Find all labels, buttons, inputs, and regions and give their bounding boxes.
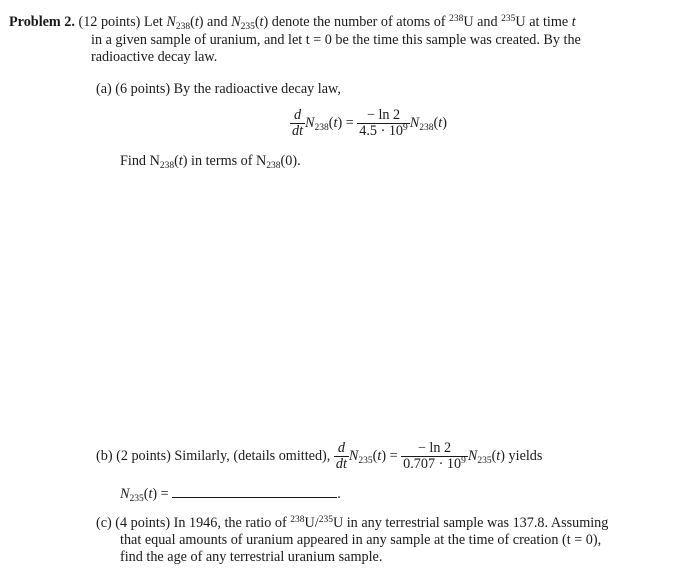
answer-blank[interactable]	[172, 485, 337, 498]
part-a-equation: $\frac{d}{dt}$ $N_{238}(t)$ = $\frac{- \ln 2}{4.5 \cdot 10^9}$ $N_{238}(t)$	[292, 107, 447, 139]
decay-constant-fraction: $\frac{- \ln 2}{0.707 \cdot 10^9}$	[403, 440, 466, 472]
part-b-label: (b) (2 points) Similarly, (details omitted),	[96, 447, 331, 464]
part-c-line1: (c) (4 points) In 1946, the ratio of $^{238}$U/$^{235}$U in any terrestrial sample was 137.8. Assuming	[96, 515, 609, 531]
part-c-line2: that equal amounts of uranium appeared in any sample at the time of creation (t = 0),	[120, 532, 602, 548]
problem-label: Problem 2.	[9, 14, 75, 30]
derivative-operator: $\frac{d}{dt}$	[335, 440, 347, 472]
part-a-task: Find $N_{238}(t)$ in terms of $N_{238}(0)$.	[120, 153, 301, 171]
problem-intro-line2: in a given sample of uranium, and let t = 0 be the time this sample was created. By the	[91, 32, 581, 48]
problem-intro-line1: Problem 2. (12 points) Let $N_{238}(t)$ and $N_{235}(t)$ denote the number of atoms of $^{238}$U and $^{235}$U at time t	[9, 14, 576, 32]
problem-intro-line3: radioactive decay law.	[91, 49, 218, 65]
part-b-answer-line: $N_{235}(t)$ = .	[120, 486, 341, 504]
derivative-operator: $\frac{d}{dt}$	[292, 107, 304, 139]
part-c-line3: find the age of any terrestrial uranium sample.	[120, 549, 383, 565]
decay-constant-fraction: $\frac{- \ln 2}{4.5 \cdot 10^9}$	[359, 107, 408, 139]
part-b-line: (b) (2 points) Similarly, (details omitted), $\frac{d}{dt}$ $N_{235}(t)$ = $\frac{- \ln 2}{0.707 \cdot 10^9}$ $N_{235}(t)$ yields	[96, 440, 543, 472]
part-a-label: (a) (6 points) By the radioactive decay law,	[96, 81, 341, 97]
